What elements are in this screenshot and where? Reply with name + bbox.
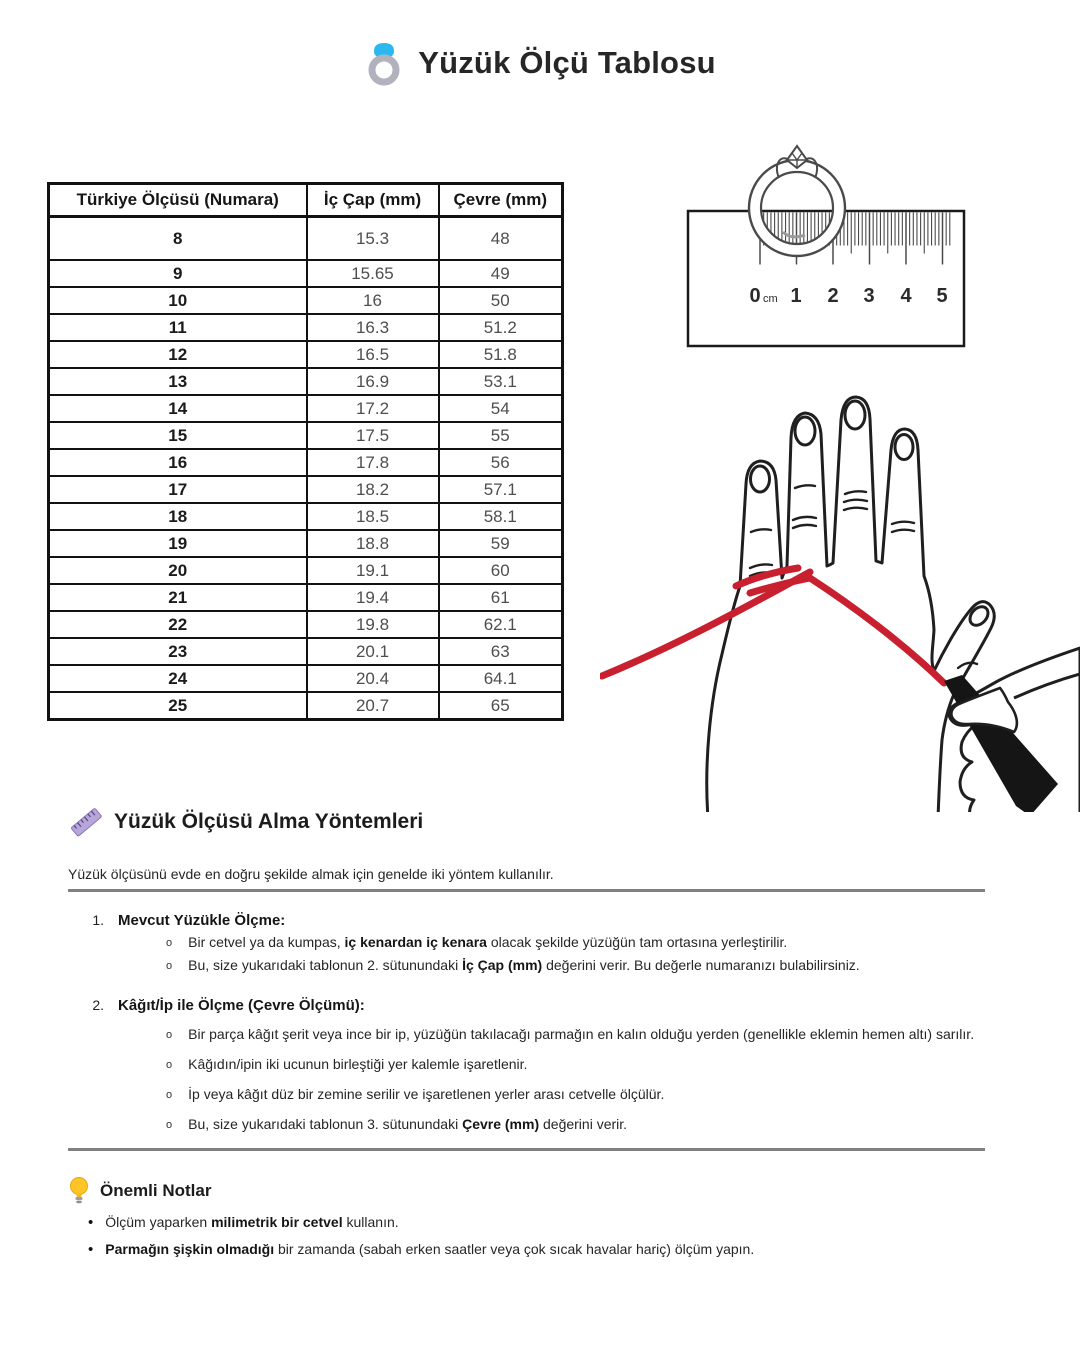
header-inner-diameter: İç Çap (mm) <box>307 184 439 217</box>
inner-diameter-cell: 15.3 <box>307 217 439 261</box>
size-cell: 12 <box>49 341 307 368</box>
note-bullet: • Parmağın şişkin olmadığı bir zamanda (sabah erken saatler veya çok sıcak havalar hariç) ölçüm yapın. <box>88 1241 755 1258</box>
divider <box>68 1148 985 1151</box>
inner-diameter-cell: 16.9 <box>307 368 439 395</box>
table-row <box>49 449 563 476</box>
method-item-1 <box>88 912 1008 975</box>
circumference-cell: 62.1 <box>439 611 563 638</box>
item-number: 1. <box>92 912 104 928</box>
table-row <box>49 314 563 341</box>
notes-list <box>88 1214 1008 1268</box>
size-cell: 11 <box>49 314 307 341</box>
notes-section-header <box>68 1176 211 1206</box>
table-row <box>49 395 563 422</box>
inner-diameter-cell: 16.5 <box>307 341 439 368</box>
circumference-cell: 50 <box>439 287 563 314</box>
inner-diameter-cell: 19.1 <box>307 557 439 584</box>
circumference-cell: 65 <box>439 692 563 720</box>
header-circumference: Çevre (mm) <box>439 184 563 217</box>
table-row <box>49 665 563 692</box>
inner-diameter-cell: 18.2 <box>307 476 439 503</box>
table-row <box>49 422 563 449</box>
inner-diameter-cell: 16.3 <box>307 314 439 341</box>
item-title: Kâğıt/İp ile Ölçme (Çevre Ölçümü): <box>118 997 365 1014</box>
methods-section-header <box>68 804 423 840</box>
inner-diameter-cell: 17.8 <box>307 449 439 476</box>
page-title: Yüzük Ölçü Tablosu <box>418 45 716 80</box>
size-cell: 20 <box>49 557 307 584</box>
circumference-cell: 63 <box>439 638 563 665</box>
inner-diameter-cell: 19.4 <box>307 584 439 611</box>
circumference-cell: 60 <box>439 557 563 584</box>
ruler-label-0: 0 <box>749 285 761 307</box>
header-size: Türkiye Ölçüsü (Numara) <box>49 184 307 217</box>
ruler-unit-label: cm <box>763 293 778 305</box>
inner-diameter-cell: 16 <box>307 287 439 314</box>
divider <box>68 889 985 892</box>
circumference-cell: 55 <box>439 422 563 449</box>
table-row <box>49 503 563 530</box>
hand-string-measuring-illustration <box>600 372 1080 812</box>
ring-size-table <box>47 182 564 721</box>
circumference-cell: 51.8 <box>439 341 563 368</box>
circumference-cell: 61 <box>439 584 563 611</box>
size-cell: 19 <box>49 530 307 557</box>
circumference-cell: 64.1 <box>439 665 563 692</box>
inner-diameter-cell: 17.2 <box>307 395 439 422</box>
table-row <box>49 611 563 638</box>
table-row <box>49 692 563 720</box>
method-bullet: o Bir parça kâğıt şerit veya ince bir ip, yüzüğün takılacağı parmağın en kalın olduğu yerden (genellikle eklemin hemen altı) sarılır. <box>166 1026 975 1042</box>
method-bullet: o Bir cetvel ya da kumpas, iç kenardan iç kenara olacak şekilde yüzüğün tam ortasına yerleştirilir. <box>166 934 788 950</box>
inner-diameter-cell: 20.4 <box>307 665 439 692</box>
table-body <box>49 217 563 720</box>
circumference-cell: 51.2 <box>439 314 563 341</box>
method-item-2 <box>88 997 1008 1134</box>
circumference-cell: 57.1 <box>439 476 563 503</box>
size-cell: 15 <box>49 422 307 449</box>
table-row <box>49 287 563 314</box>
table-header-row <box>49 184 563 217</box>
inner-diameter-cell: 19.8 <box>307 611 439 638</box>
ruler-label-5: 5 <box>936 285 948 307</box>
table-row <box>49 530 563 557</box>
ring-on-ruler-illustration <box>683 136 975 358</box>
inner-diameter-cell: 20.1 <box>307 638 439 665</box>
table-row <box>49 638 563 665</box>
note-bullet: • Ölçüm yaparken milimetrik bir cetvel kullanın. <box>88 1214 399 1231</box>
title-block <box>0 40 1080 86</box>
size-cell: 18 <box>49 503 307 530</box>
inner-diameter-cell: 17.5 <box>307 422 439 449</box>
notes-heading: Önemli Notlar <box>100 1181 212 1200</box>
size-cell: 21 <box>49 584 307 611</box>
size-cell: 8 <box>49 217 307 261</box>
size-cell: 9 <box>49 260 307 287</box>
circumference-cell: 59 <box>439 530 563 557</box>
table-row <box>49 557 563 584</box>
item-number: 2. <box>92 997 104 1013</box>
table-row <box>49 217 563 261</box>
table-row <box>49 260 563 287</box>
inner-diameter-cell: 18.8 <box>307 530 439 557</box>
table-row <box>49 341 563 368</box>
circumference-cell: 49 <box>439 260 563 287</box>
circumference-cell: 53.1 <box>439 368 563 395</box>
ruler-label-3: 3 <box>863 285 875 307</box>
table-row <box>49 368 563 395</box>
circumference-cell: 56 <box>439 449 563 476</box>
method-bullet: o İp veya kâğıt düz bir zemine serilir ve işaretlenen yerler arası cetvelle ölçülür. <box>166 1086 665 1102</box>
ring-icon <box>364 40 404 86</box>
circumference-cell: 58.1 <box>439 503 563 530</box>
item-title: Mevcut Yüzükle Ölçme: <box>118 912 286 929</box>
size-cell: 24 <box>49 665 307 692</box>
circumference-cell: 48 <box>439 217 563 261</box>
size-cell: 25 <box>49 692 307 720</box>
ruler-label-2: 2 <box>827 285 839 307</box>
inner-diameter-cell: 18.5 <box>307 503 439 530</box>
ruler-label-4: 4 <box>900 285 912 307</box>
table-row <box>49 584 563 611</box>
method-bullet: o Kâğıdın/ipin iki ucunun birleştiği yer kalemle işaretlenir. <box>166 1056 528 1072</box>
inner-diameter-cell: 15.65 <box>307 260 439 287</box>
methods-heading: Yüzük Ölçüsü Alma Yöntemleri <box>114 810 424 833</box>
ruler-icon <box>68 804 104 840</box>
inner-diameter-cell: 20.7 <box>307 692 439 720</box>
circumference-cell: 54 <box>439 395 563 422</box>
size-cell: 17 <box>49 476 307 503</box>
size-cell: 10 <box>49 287 307 314</box>
table-row <box>49 476 563 503</box>
methods-intro: Yüzük ölçüsünü evde en doğru şekilde almak için genelde iki yöntem kullanılır. <box>68 866 554 882</box>
size-cell: 13 <box>49 368 307 395</box>
method-bullet: o Bu, size yukarıdaki tablonun 2. sütunundaki İç Çap (mm) değerini verir. Bu değerle numaranızı bulabilirsiniz. <box>166 957 860 973</box>
size-cell: 16 <box>49 449 307 476</box>
size-cell: 14 <box>49 395 307 422</box>
size-cell: 23 <box>49 638 307 665</box>
method-bullet: o Bu, size yukarıdaki tablonun 3. sütunundaki Çevre (mm) değerini verir. <box>166 1116 628 1132</box>
lightbulb-icon <box>68 1176 90 1206</box>
ruler-label-1: 1 <box>790 285 802 307</box>
method-list <box>88 912 1008 1150</box>
size-cell: 22 <box>49 611 307 638</box>
